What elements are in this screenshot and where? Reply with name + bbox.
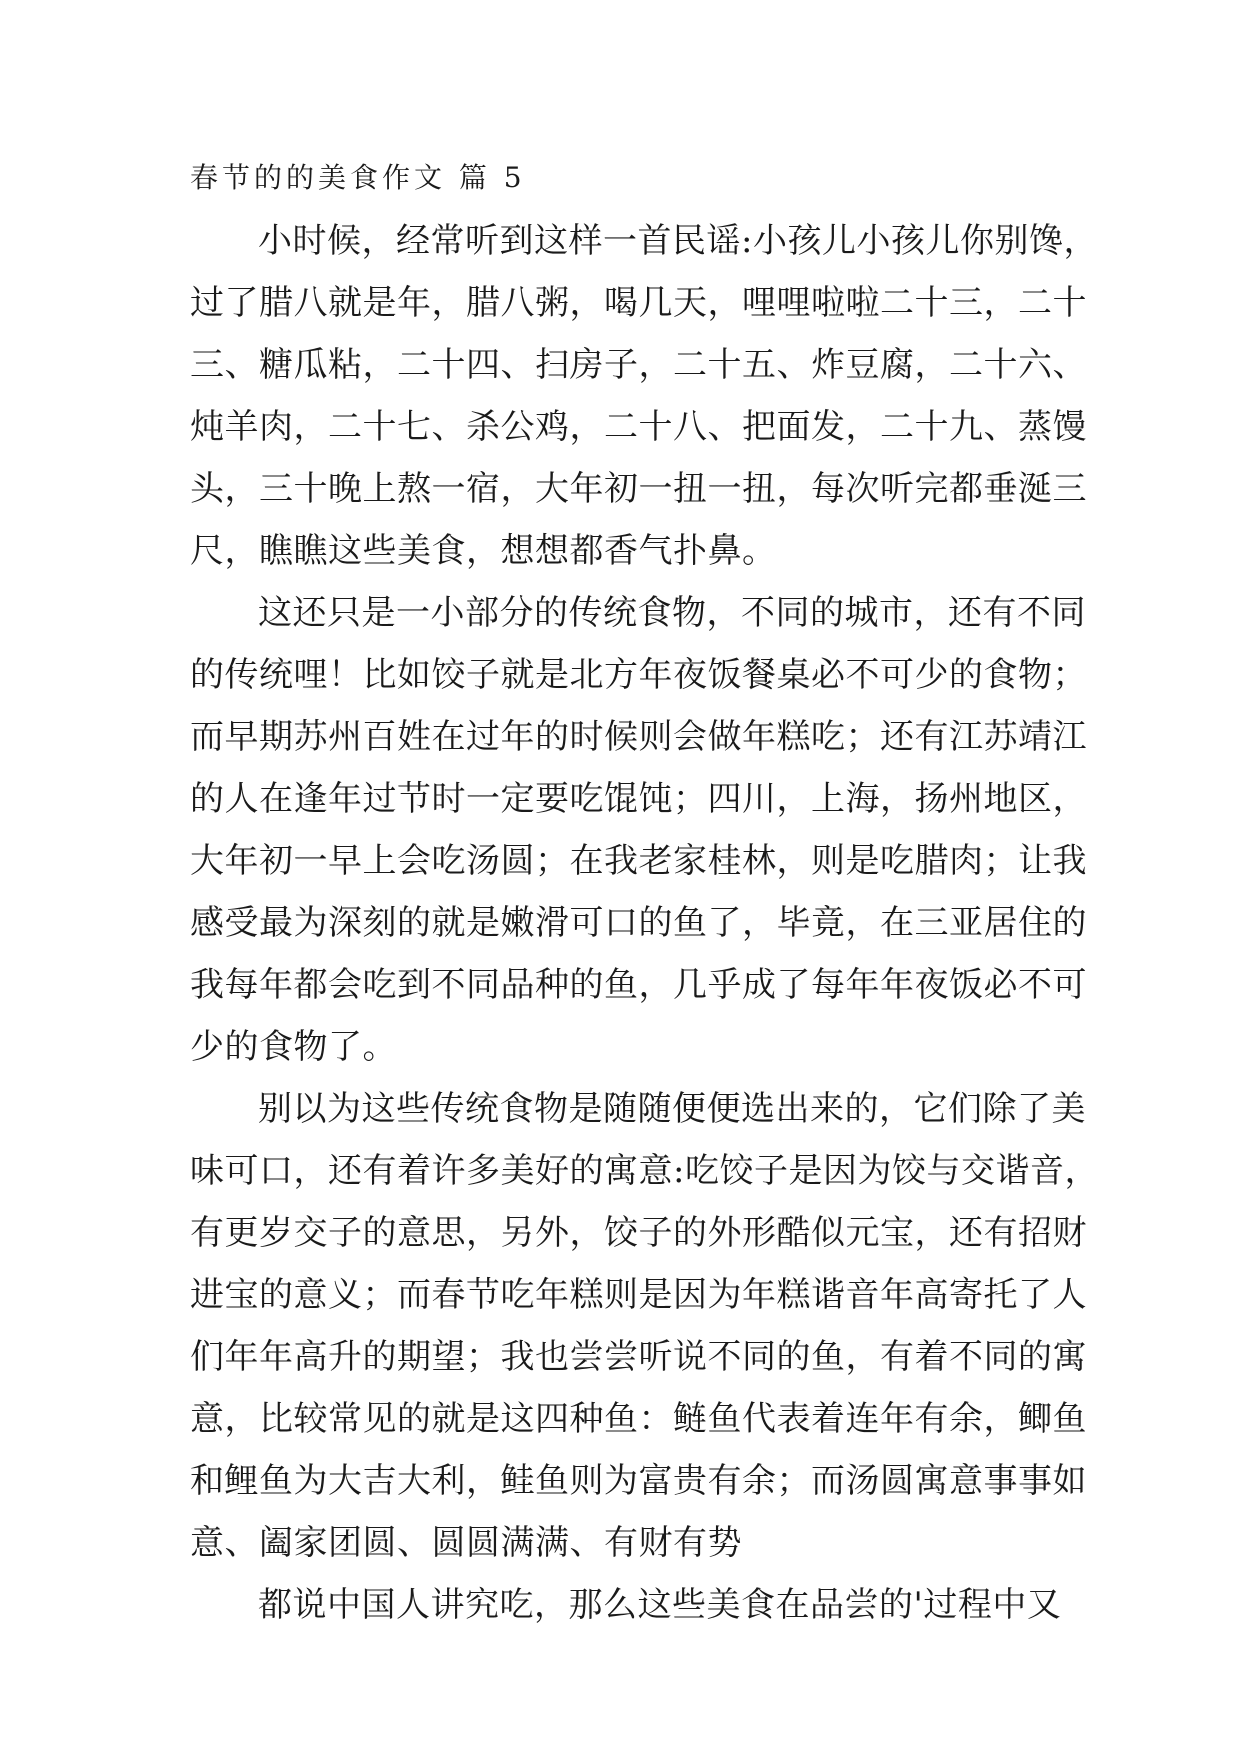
text-line: 都说中国人讲究吃，那么这些美食在品尝的'过程中又 <box>258 1585 1062 1625</box>
text-line: 小时候，经常听到这样一首民谣:小孩儿小孩儿你别馋， <box>258 221 1098 261</box>
text-line: 有更岁交子的意思，另外，饺子的外形酷似元宝，还有招财 <box>190 1213 1087 1253</box>
text-line: 味可口，还有着许多美好的寓意:吃饺子是因为饺与交谐音， <box>190 1151 1099 1191</box>
text-line: 和鲤鱼为大吉大利，鲑鱼则为富贵有余；而汤圆寓意事事如 <box>190 1461 1087 1501</box>
text-line: 们年年高升的期望；我也尝尝听说不同的鱼，有着不同的寓 <box>190 1337 1087 1377</box>
text-line: 炖羊肉，二十七、杀公鸡，二十八、把面发，二十九、蒸馒 <box>190 407 1087 447</box>
text-line: 意，比较常见的就是这四种鱼：鲢鱼代表着连年有余，鲫鱼 <box>190 1399 1087 1439</box>
text-line: 少的食物了。 <box>190 1027 397 1067</box>
text-line: 过了腊八就是年，腊八粥，喝几天，哩哩啦啦二十三，二十 <box>190 283 1087 323</box>
text-line: 我每年都会吃到不同品种的鱼，几乎成了每年年夜饭必不可 <box>190 965 1087 1005</box>
text-line: 大年初一早上会吃汤圆；在我老家桂林，则是吃腊肉；让我 <box>190 841 1087 881</box>
text-line: 的人在逢年过节时一定要吃馄饨；四川，上海，扬州地区， <box>190 779 1087 819</box>
text-line: 意、阖家团圆、圆圆满满、有财有势 <box>190 1523 742 1563</box>
text-line: 的传统哩！比如饺子就是北方年夜饭餐桌必不可少的食物； <box>190 655 1087 695</box>
text-line: 进宝的意义；而春节吃年糕则是因为年糕谐音年高寄托了人 <box>190 1275 1087 1315</box>
text-line: 尺，瞧瞧这些美食，想想都香气扑鼻。 <box>190 531 777 571</box>
text-line: 三、糖瓜粘，二十四、扫房子，二十五、炸豆腐，二十六、 <box>190 345 1087 385</box>
document-body <box>190 160 1099 1636</box>
document-title: 春节的的美食作文 篇 5 <box>190 161 526 194</box>
text-line: 头，三十晚上熬一宿，大年初一扭一扭，每次听完都垂涎三 <box>190 469 1087 509</box>
text-line: 这还只是一小部分的传统食物，不同的城市，还有不同 <box>258 593 1086 633</box>
paragraph-4 <box>190 1574 1060 1636</box>
text-line: 而早期苏州百姓在过年的时候则会做年糕吃；还有江苏靖江 <box>190 717 1087 757</box>
text-line: 感受最为深刻的就是嫩滑可口的鱼了，毕竟，在三亚居住的 <box>190 903 1087 943</box>
paragraph-3 <box>190 1078 1099 1574</box>
text-line: 别以为这些传统食物是随随便便选出来的，它们除了美 <box>258 1089 1086 1129</box>
paragraph-2 <box>190 582 1087 1078</box>
paragraph-1 <box>190 210 1098 582</box>
